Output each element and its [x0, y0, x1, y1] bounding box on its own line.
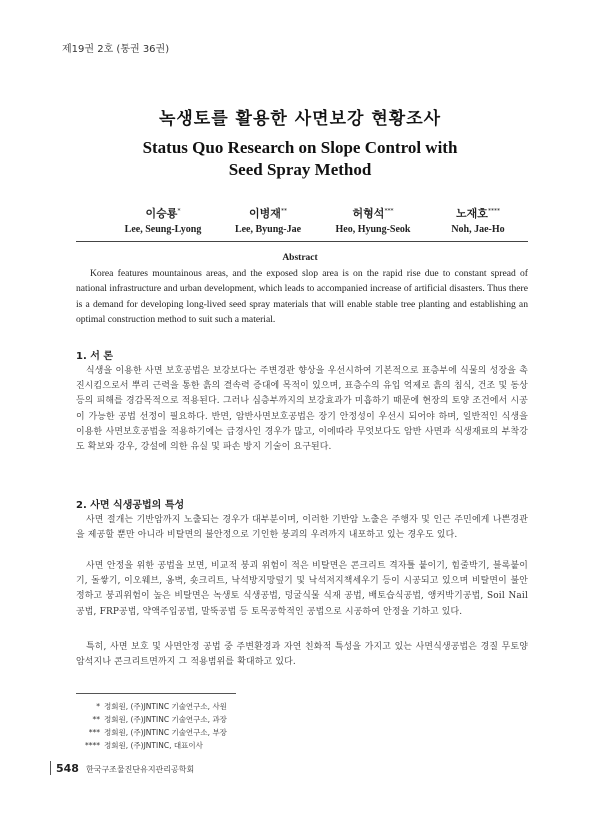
korean-title: 녹생토를 활용한 사면보강 현황조사 [158, 109, 442, 129]
author-1-korean-name: 이승룡 [145, 207, 178, 220]
footnote-divider [76, 693, 236, 694]
author-4-mark: **** [487, 207, 500, 215]
author-1-english-name: Lee, Seung-Lyong [124, 224, 202, 235]
author-2-mark: ** [280, 207, 287, 215]
page-number: 548 [56, 762, 79, 775]
journal-volume-header: 제19권 2호 (통권 36권) [62, 44, 170, 55]
abstract-text: Korea features mountainous areas, and the exposed slop area is on the rapid rise due to constant spread of national infrastructure and urban development, which leads to accompanied increase of artificial disasters. Thus there is a demand for developing long-lived seed spray materials that will enable stable tree planting and establishing an optimal construction method to suit such a material. [76, 268, 528, 325]
author-2 [213, 205, 323, 235]
section-1-heading: 1. 서 론 [76, 351, 114, 362]
english-title-line-2: Seed Spray Method [228, 160, 372, 179]
author-1-mark: * [177, 207, 181, 215]
author-4-english-name: Noh, Jae-Ho [451, 224, 505, 235]
footer-bar [50, 761, 51, 775]
abstract-heading: Abstract [282, 253, 318, 263]
section-2-paragraph-3: 특히, 사면 보호 및 사면안정 공법 중 주변환경과 자연 친화적 특성을 가지고 있는 사면식생공법은 경질 무토양 암석지나 콘크리트면까지 그 적용범위를 확대하고 있다. [76, 642, 528, 668]
footnote-3: *** 정회원, (주)JNTINC 기술연구소, 부장 [88, 728, 227, 737]
journal-name: 한국구조물진단유지관리공학회 [86, 765, 195, 774]
author-4-korean-name: 노재호 [456, 207, 488, 220]
author-3-english-name: Heo, Hyung-Seok [335, 224, 411, 235]
section-2-heading: 2. 사면 식생공법의 특성 [76, 500, 185, 511]
footnotes [80, 700, 227, 752]
english-title-line-1: Status Quo Research on Slope Control with [142, 138, 458, 157]
author-3 [318, 205, 428, 235]
section-2-paragraph-2: 사면 안정을 위한 공법을 보면, 비교적 붕괴 위험이 적은 비탈면은 콘크리트 격자틀 붙이기, 힘줄박기, 블록붙이기, 돌쌓기, 이오웨브, 옹벽, 숏크리트, 낙석방지망덮기 및 낙석저지책세우기 등이 시공되고 있으며 비탈면이 불안정하고 붕괴위험이 높은 비탈면은 녹생토 식생공법, 덩굴식물 식재 공법, 배토습식공법, 앵커박기공법, Soil Nail 공법, FRP공법, 약액주입공법, 말뚝공법 등 토목공학적인 공법으로 시공하여 안정을 기하고 있다. [76, 561, 528, 617]
author-4 [423, 205, 533, 235]
footnote-1: * 정회원, (주)JNTINC 기술연구소, 사원 [96, 702, 227, 711]
author-divider [76, 241, 528, 242]
author-2-english-name: Lee, Byung-Jae [234, 224, 302, 235]
author-3-korean-name: 허형석 [352, 207, 385, 220]
author-1 [108, 205, 218, 235]
section-2-paragraph-1: 사면 절개는 기반암까지 노출되는 경우가 대부분이며, 이러한 기반암 노출은 주행자 및 인근 주민에게 나쁜경관을 제공할 뿐만 아니라 비탈면의 불안정으로 기인한 붕괴의 우려까지 내포하고 있는 경우도 있다. [76, 515, 528, 541]
author-2-korean-name: 이병재 [249, 207, 281, 220]
footnote-2: ** 정회원, (주)JNTINC 기술연구소, 과장 [92, 715, 227, 724]
section-1-paragraph: 식생을 이용한 사면 보호공법은 보강보다는 주변경관 향상을 우선시하여 기본적으로 표층부에 식물의 성장을 촉진시킴으로서 뿌리 근력을 통한 흙의 결속력 증대에 목적이 있으며, 표층수의 유입 억제로 흙의 침식, 건조 및 동상 등의 피해를 경감목적으로 적용된다. 그러나 심층부까지의 보강효과가 미흡하기 때문에 현장의 토양 조건에서 시공이 가능한 공법 선정이 필요하다. 반면, 암반사면보호공법은 장기 안정성이 우선시 되어야 하며, 일반적인 식생을 이용한 사면보호공법을 적용하기에는 급경사인 경우가 많고, 이에따라 무엇보다도 암반 사면과 식생재료의 부착강도 확보와 강우, 강설에 의한 유실 및 파손 방지 기술이 요구된다. [76, 366, 528, 453]
footnote-4: **** 정회원, (주)JNTINC, 대표이사 [85, 741, 203, 750]
author-3-mark: *** [384, 207, 394, 215]
